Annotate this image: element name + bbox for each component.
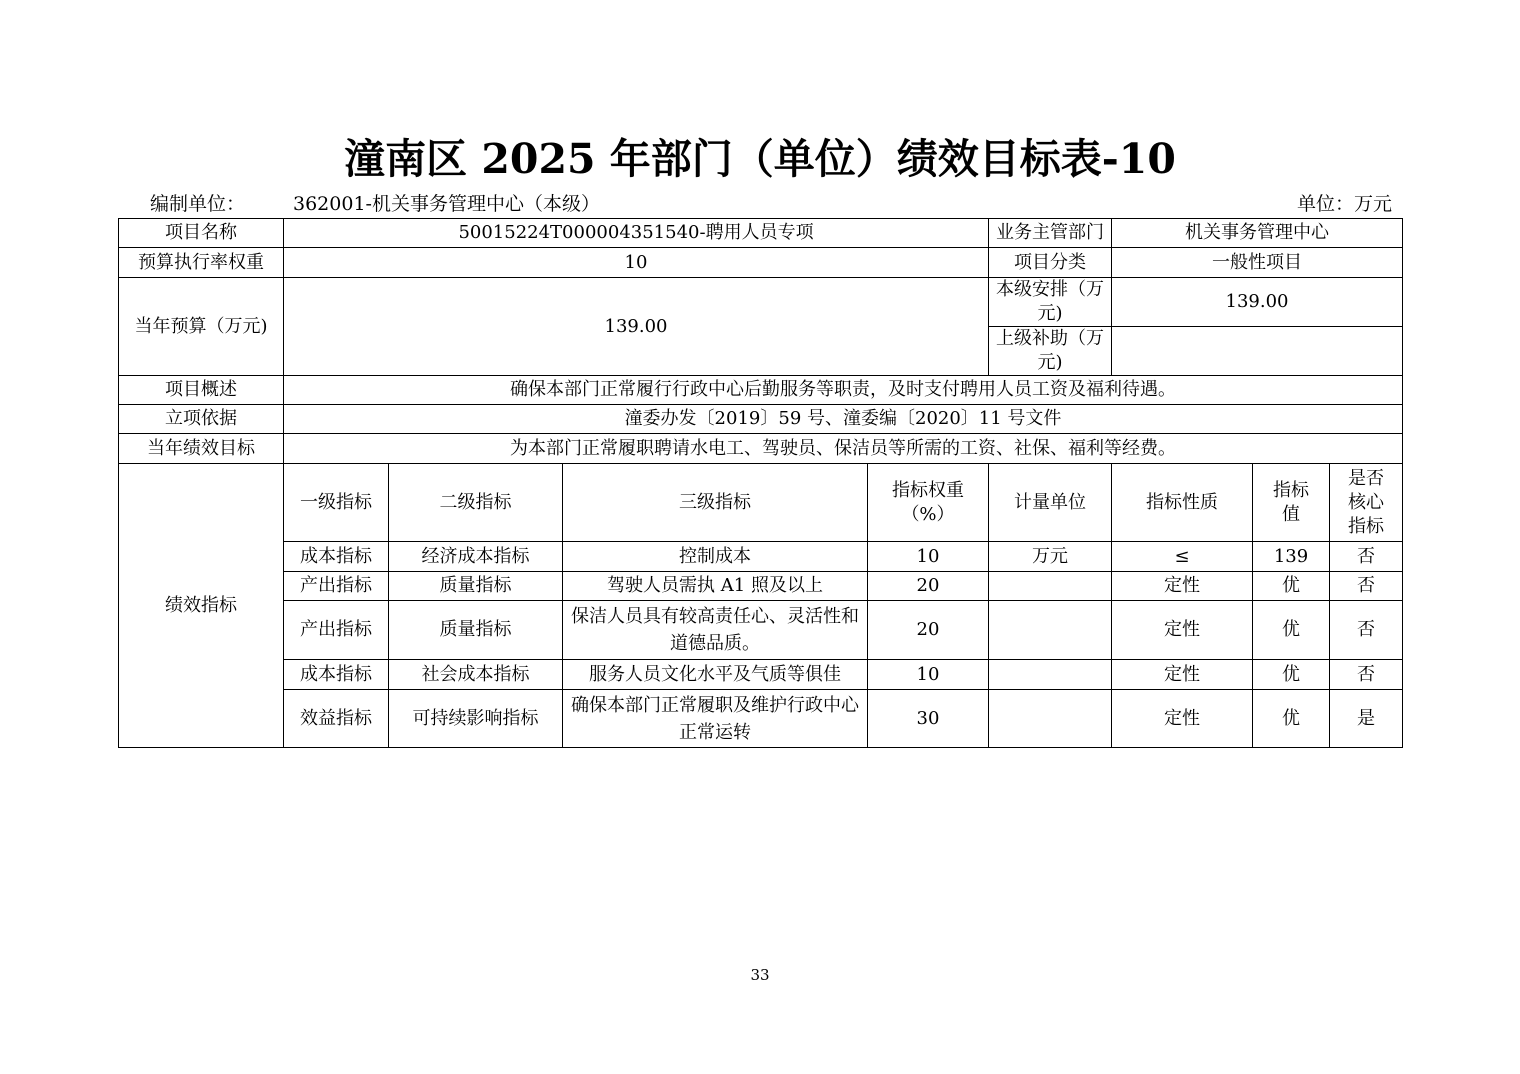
- weight-label: 预算执行率权重: [119, 248, 284, 278]
- header-value-text: 指标值: [1273, 479, 1310, 525]
- row-core: 否: [1330, 660, 1403, 690]
- header-nature: 指标性质: [1112, 464, 1253, 542]
- row-nature: 定性: [1112, 660, 1253, 690]
- project-name-label: 项目名称: [119, 219, 284, 248]
- row-l1: 效益指标: [284, 690, 389, 748]
- row-value: 优: [1253, 601, 1330, 660]
- row-value: 139: [1253, 542, 1330, 572]
- row-weight: 20: [868, 601, 989, 660]
- table-row: [119, 690, 1403, 748]
- project-name-value: 50015224T000004351540-聘用人员专项: [284, 219, 989, 248]
- row-l2: 可持续影响指标: [389, 690, 563, 748]
- row-l1: 成本指标: [284, 542, 389, 572]
- row-core: 否: [1330, 572, 1403, 601]
- header-level2: 二级指标: [389, 464, 563, 542]
- row-core: 是: [1330, 690, 1403, 748]
- category-label: 项目分类: [989, 248, 1112, 278]
- goal-label: 当年绩效目标: [119, 434, 284, 464]
- table-row: [119, 542, 1403, 572]
- row-nature: 定性: [1112, 601, 1253, 660]
- header-weight: [868, 464, 989, 542]
- header-core: [1330, 464, 1403, 542]
- budget-value: 139.00: [284, 278, 989, 376]
- row-nature: 定性: [1112, 572, 1253, 601]
- row-l1: 产出指标: [284, 572, 389, 601]
- row-l2: 经济成本指标: [389, 542, 563, 572]
- goal-value: 为本部门正常履职聘请水电工、驾驶员、保洁员等所需的工资、社保、福利等经费。: [284, 434, 1403, 464]
- currency-unit: 单位：万元: [1296, 193, 1392, 215]
- row-weight: 10: [868, 542, 989, 572]
- table-row: [119, 660, 1403, 690]
- row-l1: 产出指标: [284, 601, 389, 660]
- upper-value: [1112, 327, 1403, 376]
- row-l3: 确保本部门正常履职及维护行政中心正常运转: [563, 690, 868, 748]
- row-l3: 控制成本: [563, 542, 868, 572]
- row-weight: 20: [868, 572, 989, 601]
- table-row: [119, 572, 1403, 601]
- upper-label: 上级补助（万元): [989, 327, 1112, 376]
- overview-value: 确保本部门正常履行行政中心后勤服务等职责，及时支付聘用人员工资及福利待遇。: [284, 376, 1403, 405]
- compiling-unit-value: 362001-机关事务管理中心（本级）: [293, 193, 600, 215]
- row-value: 优: [1253, 690, 1330, 748]
- row-value: 优: [1253, 660, 1330, 690]
- row-l3: 驾驶人员需执 A1 照及以上: [563, 572, 868, 601]
- row-unit: [989, 660, 1112, 690]
- row-l3: 保洁人员具有较高责任心、灵活性和道德品质。: [563, 601, 868, 660]
- row-core: 否: [1330, 542, 1403, 572]
- compiling-unit-label: 编制单位：: [150, 193, 246, 215]
- indicators-section-label: 绩效指标: [119, 464, 284, 748]
- local-label: 本级安排（万元): [989, 278, 1112, 327]
- header-level1: 一级指标: [284, 464, 389, 542]
- dept-value: 机关事务管理中心: [1112, 219, 1403, 248]
- row-l2: 质量指标: [389, 601, 563, 660]
- overview-label: 项目概述: [119, 376, 284, 405]
- header-value: [1253, 464, 1330, 542]
- row-value: 优: [1253, 572, 1330, 601]
- row-weight: 30: [868, 690, 989, 748]
- row-unit: [989, 690, 1112, 748]
- basis-label: 立项依据: [119, 405, 284, 434]
- header-weight-text: 指标权重（%）: [892, 479, 964, 525]
- dept-label: 业务主管部门: [989, 219, 1112, 248]
- page-title: 潼南区 2025 年部门（单位）绩效目标表-10: [344, 135, 1176, 183]
- local-value: 139.00: [1112, 278, 1403, 327]
- row-l2: 社会成本指标: [389, 660, 563, 690]
- page-number: 33: [750, 966, 770, 984]
- row-l2: 质量指标: [389, 572, 563, 601]
- header-level3: 三级指标: [563, 464, 868, 542]
- row-l3: 服务人员文化水平及气质等俱佳: [563, 660, 868, 690]
- row-weight: 10: [868, 660, 989, 690]
- weight-value: 10: [284, 248, 989, 278]
- row-unit: [989, 572, 1112, 601]
- basis-value: 潼委办发〔2019〕59 号、潼委编〔2020〕11 号文件: [284, 405, 1403, 434]
- row-unit: 万元: [989, 542, 1112, 572]
- row-unit: [989, 601, 1112, 660]
- header-unit: 计量单位: [989, 464, 1112, 542]
- row-nature: 定性: [1112, 690, 1253, 748]
- header-core-text: 是否核心指标: [1348, 467, 1385, 537]
- budget-label: 当年预算（万元): [119, 278, 284, 376]
- row-core: 否: [1330, 601, 1403, 660]
- category-value: 一般性项目: [1112, 248, 1403, 278]
- row-nature: ≤: [1112, 542, 1253, 572]
- row-l1: 成本指标: [284, 660, 389, 690]
- performance-target-table: [118, 218, 1403, 748]
- table-row: [119, 601, 1403, 660]
